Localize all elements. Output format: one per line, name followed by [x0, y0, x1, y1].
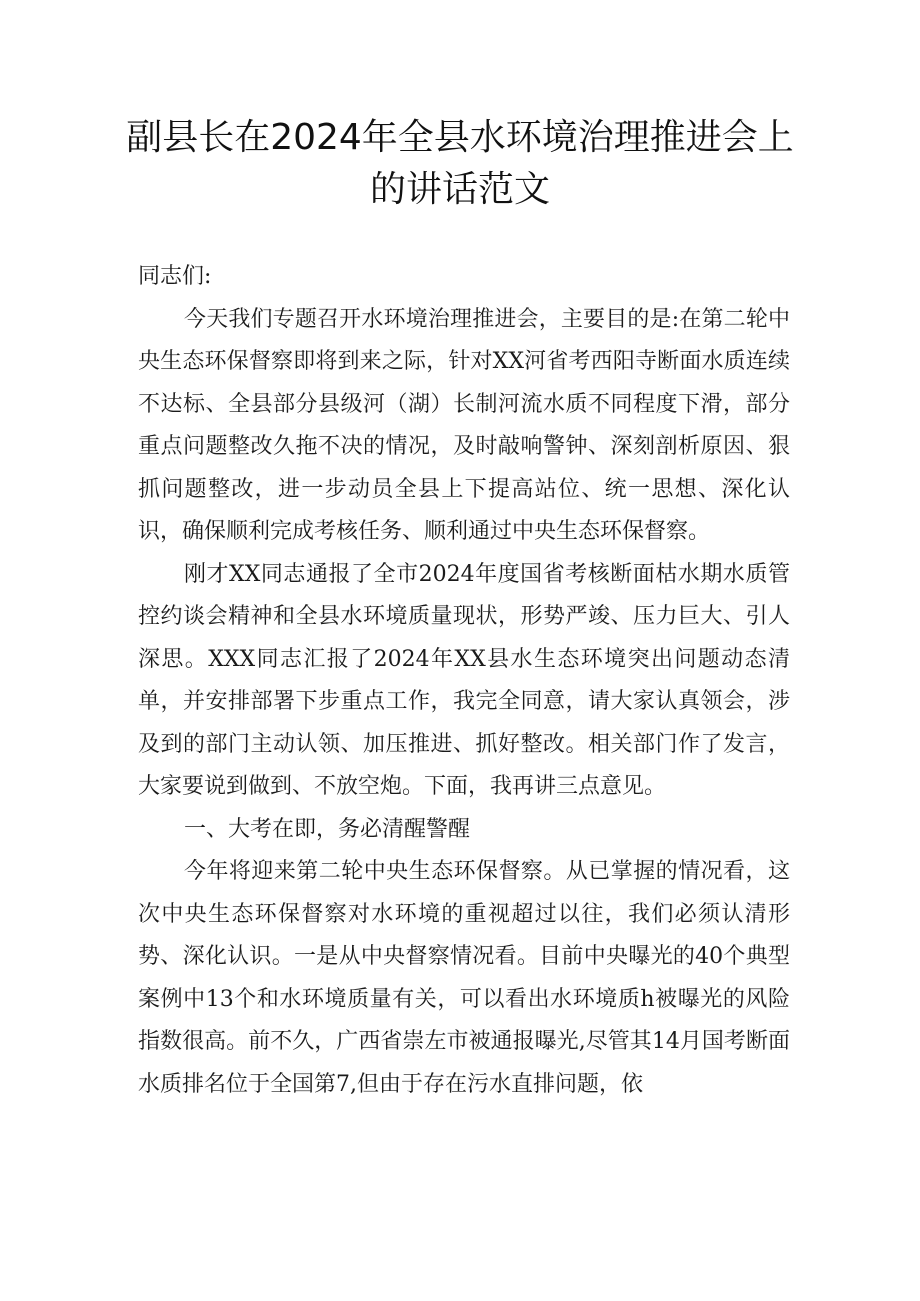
paragraph-intro: 今天我们专题召开水环境治理推进会，主要目的是:在第二轮中央生态环保督察即将到来之际，针对XX河省考西阳寺断面水质连续不达标、全县部分县级河（湖）长制河流水质不同程度下滑，部分重点问题整改久拖不决的情况，及时敲响警钟、深刻剖析原因、狠抓问题整改，进一步动员全县上下提高站位、统一思想、深化认识，确保顺利完成考核任务、顺利通过中央生态环保督察。 [138, 306, 790, 544]
title-line-1: 副县长在2024年全县水环境治理推进会上 [126, 117, 794, 158]
title-line-2: 的讲话范文 [369, 169, 550, 210]
paragraph-report: 刚才XX同志通报了全市2024年度国省考核断面枯水期水质管控约谈会精神和全县水环境质量现状，形势严竣、压力巨大、引人深思。XXX同志汇报了2024年XX县水生态环境突出问题动态清单，并安排部署下步重点工作，我完全同意，请大家认真领会，涉及到的部门主动认领、加压推进、抓好整改。相关部门作了发言，大家要说到做到、不放空炮。下面，我再讲三点意见。 [138, 561, 790, 799]
paragraph-section-1: 今年将迎来第二轮中央生态环保督察。从已掌握的情况看，这次中央生态环保督察对水环境的重视超过以往，我们必须认清形势、深化认识。一是从中央督察情况看。目前中央曝光的40个典型案例中13个和水环境质量有关，可以看出水环境质h被曝光的风险指数很高。前不久，广西省崇左市被通报曝光,尽管其14月国考断面水质排名位于全国第7,但由于存在污水直排问题，依 [138, 859, 790, 1097]
document-title [120, 112, 800, 216]
section-heading-1: 一、大考在即，务必清醒警醒 [184, 816, 471, 842]
salutation: 同志们: [138, 264, 212, 289]
document-body [138, 256, 790, 1106]
